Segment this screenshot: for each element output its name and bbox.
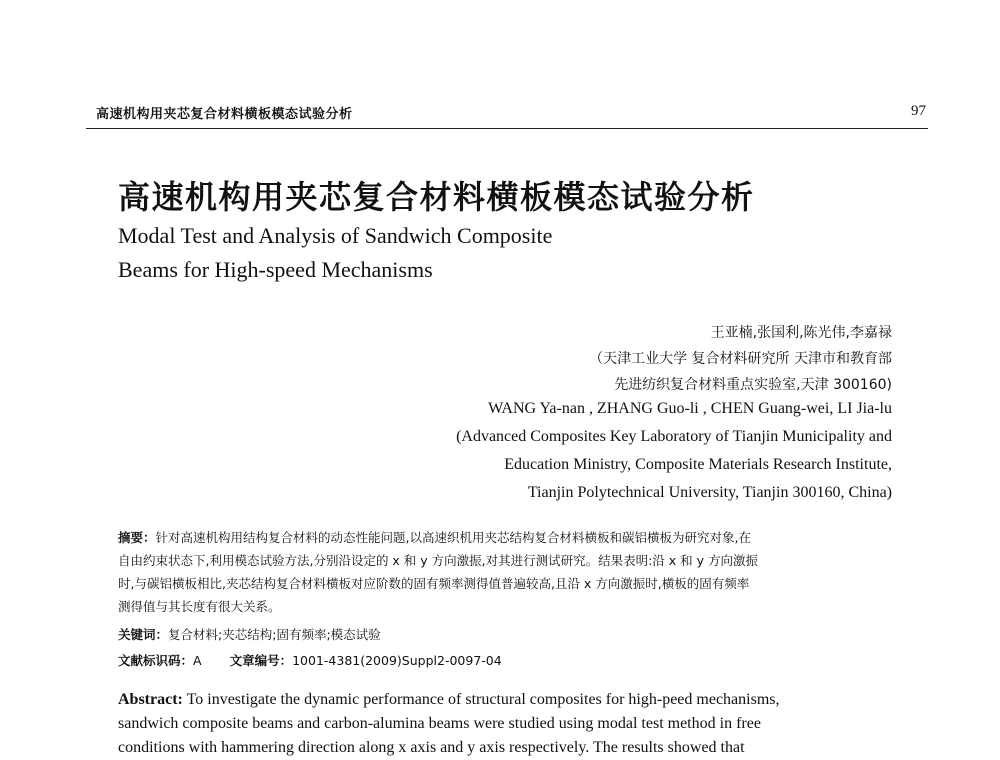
keywords-text: 复合材料;夹芯结构;固有频率;模态试验 — [168, 627, 381, 642]
abstract-chinese-text: 针对高速机构用结构复合材料的动态性能问题,以高速织机用夹芯结构复合材料横板和碳铝横板为研究对象,在 — [155, 530, 751, 545]
running-title: 高速机构用夹芯复合材料横板模态试验分析 — [96, 107, 353, 122]
abstract-english-line2: sandwich composite beams and carbon-alumina beams were studied using modal test method in free — [118, 715, 761, 732]
abstract-english-line1 — [118, 688, 896, 712]
page-number: 97 — [911, 103, 926, 119]
abstract-chinese-line4: 测得值与其长度有很大关系。 — [118, 599, 281, 614]
abstract-chinese-line2: 自由约束状态下,利用模态试验方法,分别沿设定的 x 和 y 方向激振,对其进行测试研究。结果表明:沿 x 和 y 方向激振 — [118, 553, 759, 568]
affiliation-chinese-line2: 先进纺织复合材料重点实验室,天津 300160) — [614, 377, 892, 393]
affiliation-english-line3: Tianjin Polytechnical University, Tianjin 300160, China) — [527, 484, 892, 501]
paper-title-english-line1: Modal Test and Analysis of Sandwich Composite — [118, 223, 553, 248]
header-rule — [86, 128, 928, 129]
keywords-label: 关键词： — [118, 627, 169, 642]
paper-title-chinese: 高速机构用夹芯复合材料横板模态试验分析 — [118, 178, 755, 216]
abstract-chinese-line1 — [118, 527, 896, 549]
affiliation-english-line2: Education Ministry, Composite Materials Research Institute, — [504, 456, 892, 473]
affiliation-english-line1: (Advanced Composites Key Laboratory of Tianjin Municipality and — [456, 428, 892, 445]
abstract-chinese-label: 摘要： — [118, 530, 156, 545]
article-number-label: 文章编号： — [229, 653, 293, 668]
paper-title-english-line2: Beams for High-speed Mechanisms — [118, 257, 433, 282]
classification-line — [118, 650, 896, 672]
authors-chinese: 王亚楠,张国利,陈光伟,李嘉禄 — [710, 325, 892, 341]
article-number-value: 1001-4381(2009)Suppl2-0097-04 — [292, 653, 502, 668]
abstract-english-line3: conditions with hammering direction along x axis and y axis respectively. The results showed that — [118, 739, 745, 756]
abstract-english-label: Abstract: — [118, 691, 183, 708]
keywords — [118, 624, 896, 646]
abstract-english-text: To investigate the dynamic performance of structural composites for high-peed mechanisms, — [182, 691, 780, 708]
abstract-chinese-line3: 时,与碳铝横板相比,夹芯结构复合材料横板对应阶数的固有频率测得值普遍较高,且沿 x 方向激振时,横板的固有频率 — [118, 576, 750, 591]
doc-code-value: A — [193, 653, 202, 668]
running-header — [96, 103, 926, 125]
authors-english: WANG Ya-nan , ZHANG Guo-li , CHEN Guang-wei, LI Jia-lu — [488, 400, 892, 417]
affiliation-chinese-line1: （天津工业大学 复合材料研究所 天津市和教育部 — [589, 351, 892, 367]
doc-code-label: 文献标识码： — [118, 653, 194, 668]
